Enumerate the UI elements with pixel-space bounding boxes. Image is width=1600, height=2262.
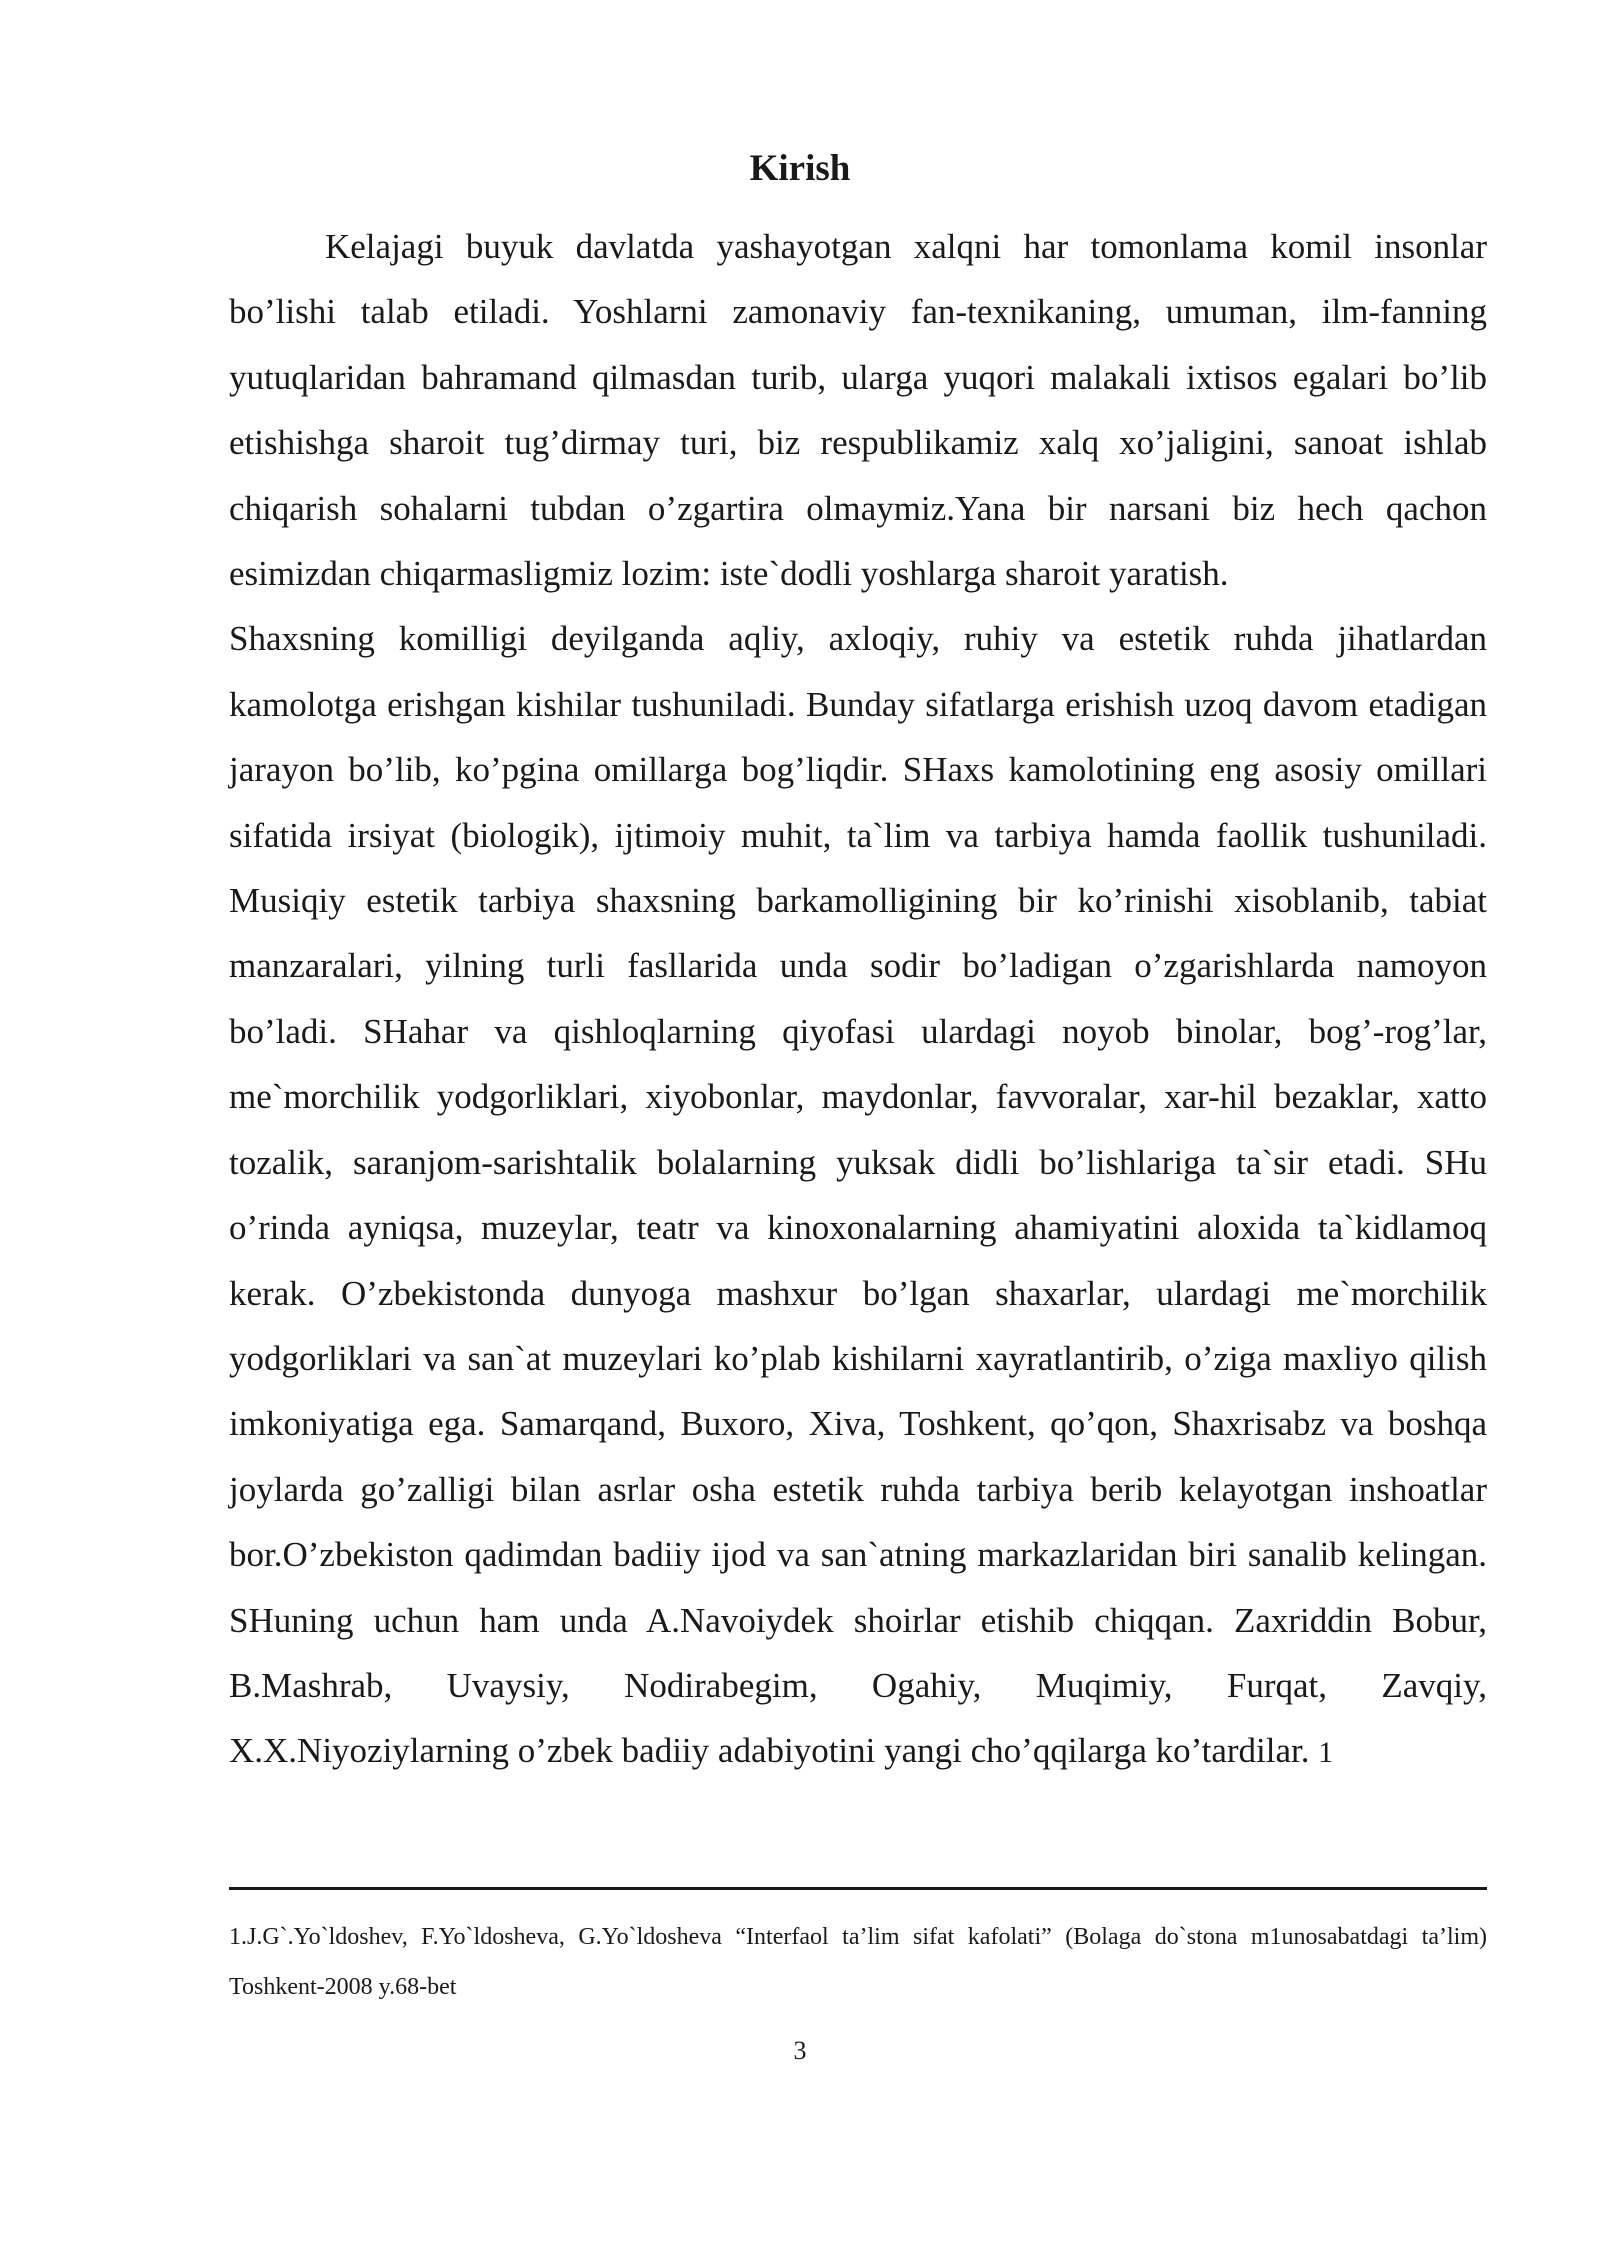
footnote: 1.J.G`.Yo`ldoshev, F.Yo`ldosheva, G.Yo`ldosheva “Interfaol ta’lim sifat kafolati” (Bolaga do`stona m1unosabatdagi ta’lim) Toshkent-2008 y.68-bet bbox=[229, 1924, 1487, 2000]
paragraph-intro bbox=[229, 214, 1487, 606]
page-number: 3 bbox=[793, 2036, 807, 2065]
page-title: Kirish bbox=[749, 148, 851, 189]
paragraph-intro-text: Kelajagi buyuk davlatda yashayotgan xalqni har tomonlama komil insonlar bo’lishi talab etiladi. Yoshlarni zamonaviy fan-texnikaning, umuman, ilm-fanning yutuqlaridan bahramand qilmasdan turib, ularga yuqori malakali ixtisos egalari bo’lib etishishga sharoit tug’dirmay turi, biz respublikamiz xalq xo’jaligini, sanoat ishlab chiqarish sohalarni tubdan o’zgartira olmaymiz.Yana bir narsani biz hech qachon esimizdan chiqarmasligmiz lozim: iste`dodli yoshlarga sharoit yaratish. bbox=[229, 227, 1487, 594]
body-text bbox=[229, 214, 1487, 1786]
paragraph-main bbox=[229, 606, 1487, 1785]
footnote-divider bbox=[229, 1887, 1487, 1890]
footnote-reference[interactable]: 1 bbox=[1318, 1736, 1334, 1770]
paragraph-main-text: Shaxsning komilligi deyilganda aqliy, axloqiy, ruhiy va estetik ruhda jihatlardan kamolotga erishgan kishilar tushuniladi. Bunday sifatlarga erishish uzoq davom etadigan jarayon bo’lib, ko’pgina omillarga bog’liqdir. SHaxs kamolotining eng asosiy omillari sifatida irsiyat (biologik), ijtimoiy muhit, ta`lim va tarbiya hamda faollik tushuniladi. Musiqiy estetik tarbiya shaxsning barkamolligining bir ko’rinishi xisoblanib, tabiat manzaralari, yilning turli fasllarida unda sodir bo’ladigan o’zgarishlarda namoyon bo’ladi. SHahar va qishloqlarning qiyofasi ulardagi noyob binolar, bog’-rog’lar, me`morchilik yodgorliklari, xiyobonlar, maydonlar, favvoralar, xar-hil bezaklar, xatto tozalik, saranjom-sarishtalik bolalarning yuksak didli bo’lishlariga ta`sir etadi. SHu o’rinda ayniqsa, muzeylar, teatr va kinoxonalarning ahamiyatini aloxida ta`kidlamoq kerak. O’zbekistonda dunyoga mashxur bo’lgan shaxarlar, ulardagi me`morchilik yodgorliklari va san`at muzeylari ko’plab kishilarni xayratlantirib, o’ziga maxliyo qilish imkoniyatiga ega. Samarqand, Buxoro, Xiva, Toshkent, qo’qon, Shaxrisabz va boshqa joylarda go’zalligi bilan asrlar osha estetik ruhda tarbiya berib kelayotgan inshoatlar bor.O’zbekiston qadimdan badiiy ijod va san`atning markazlaridan biri sanalib kelingan. SHuning uchun ham unda A.Navoiydek shoirlar etishib chiqqan. Zaxriddin Bobur, B.Mashrab, Uvaysiy, Nodirabegim, Ogahiy, Muqimiy, Furqat, Zavqiy, X.X.Niyoziylarning o’zbek badiiy adabiyotini yangi cho’qqilarga ko’tardilar. bbox=[229, 619, 1487, 1771]
